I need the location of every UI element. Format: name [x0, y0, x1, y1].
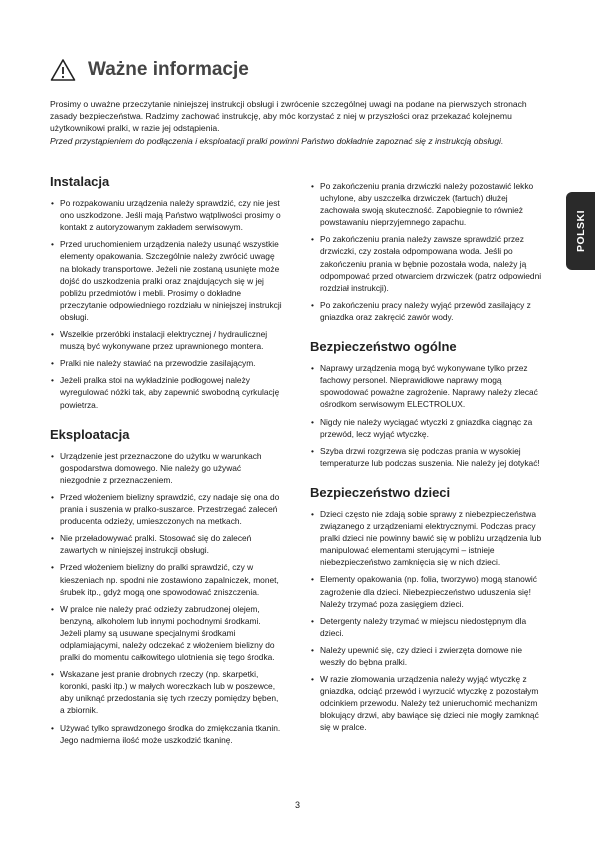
language-tab: [566, 192, 595, 270]
list-item: • Przed włożeniem bielizny do pralki sprawdzić, czy w kieszeniach np. spodni nie zostawiono zapalniczek, monet, śrubek itp., gdyż mogą one spowodować zniszczenia.: [50, 561, 283, 597]
language-tab-label: POLSKI: [574, 209, 587, 253]
list-item: • Pralki nie należy stawiać na przewodzie zasilającym.: [50, 357, 283, 369]
section-heading-bezpieczenstwo-dzieci: Bezpieczeństwo dzieci: [310, 484, 451, 500]
list-item: • Po zakończeniu prania drzwiczki należy pozostawić lekko uchylone, aby uszczelka drzwiczek (fartuch) dłużej zachowała swoją skuteczność. Zapobiegnie to również powstawaniu nieprzyjemnego zapachu.: [310, 180, 543, 228]
page-title: Ważne informacje: [88, 59, 249, 80]
list-item: • Przed włożeniem bielizny sprawdzić, czy nadaje się ona do prania i suszenia w pralko-suszarce. Przestrzegać zaleceń producenta odzieży, umieszczonych na metkach.: [50, 491, 283, 527]
list-item: • Po zakończeniu prania należy zawsze sprawdzić przez drzwiczki, czy została odpompowana woda. Jeśli po zakończeniu prania w bębnie pozostała woda, należy ją odpompować przed otwarciem drzwiczek (patrz odpowiedni rozdział instrukcji).: [310, 233, 543, 293]
list-item: • Używać tylko sprawdzonego środka do zmiękczania tkanin. Jego nadmierna ilość może uszkodzić tkaninę.: [50, 722, 283, 746]
intro-section: [50, 98, 532, 147]
list-item: • Nigdy nie należy wyciągać wtyczki z gniazdka ciągnąc za przewód, lecz wyjąć wtyczkę.: [310, 416, 543, 440]
page-number: 3: [294, 800, 300, 810]
list-item: • Jeżeli pralka stoi na wykładzinie podłogowej należy wyregulować nóżki tak, aby zapewnić swobodną cyrkulację powietrza.: [50, 374, 283, 410]
list-eksploatacja: [50, 450, 283, 746]
page-header: [50, 58, 249, 82]
list-item: • W razie złomowania urządzenia należy wyjąć wtyczkę z gniazdka, odciąć przewód i wyrzucić wtyczkę z pozostałym odcinkiem przewodu. Należy też unieruchomić mechanizm blokujący drzwi, aby bawiące się dzieci nie mogły zamknąć się w pralce.: [310, 673, 543, 733]
list-item: • Przed uruchomieniem urządzenia należy usunąć wszystkie elementy opakowania. Szczególnie należy zwrócić uwagę na blokady transportowe. Jeżeli nie zostaną usunięte może dojść do uszkodzenia pralki oraz znajdujących się w jej pobliżu przedmiotów i mebli. Prosimy o dokładne przeczytanie odpowiedniego rozdziału w niniejszej instrukcji obsługi.: [50, 238, 283, 323]
list-bezpieczenstwo-dzieci: [310, 508, 543, 734]
warning-icon: [50, 58, 76, 82]
list-item: • Po rozpakowaniu urządzenia należy sprawdzić, czy nie jest ono uszkodzone. Jeśli mają Państwo wątpliwości prosimy o kontakt z autoryzowanym zakładem serwisowym.: [50, 197, 283, 233]
list-item: • W pralce nie należy prać odzieży zabrudzonej olejem, benzyną, alkoholem lub innymi pochodnymi środkami. Jeżeli plamy są usuwane specjalnymi środkami odplamiającymi, należy odczekać z włożeniem bielizny do pralki do momentu całkowitego ulotnienia się tego środka.: [50, 603, 283, 663]
list-item: • Należy upewnić się, czy dzieci i zwierzęta domowe nie weszły do bębna pralki.: [310, 644, 543, 668]
list-eksploatacja-continued: [310, 180, 543, 323]
list-item: • Urządzenie jest przeznaczone do użytku w warunkach gospodarstwa domowego. Nie należy go używać niezgodnie z przeznaczeniem.: [50, 450, 283, 486]
intro-paragraph: Prosimy o uważne przeczytanie niniejszej instrukcji obsługi i zwrócenie szczególnej uwagi na podane na pierwszych stronach zasady bezpieczeństwa. Radzimy zachować instrukcję, aby móc korzystać z niej w przyszłości oraz przekazać kolejnemu użytkownikowi pralki, w razie jej odstąpienia.: [50, 99, 527, 134]
list-instalacja: [50, 197, 283, 411]
list-item: • Naprawy urządzenia mogą być wykonywane tylko przez fachowy personel. Nieprawidłowe naprawy mogą spowodować poważne zagrożenie. Naprawy należy zlecać ośrodkom serwisowym ELECTROLUX.: [310, 362, 543, 410]
right-column: [310, 180, 543, 752]
list-item: • Nie przeładowywać pralki. Stosować się do zaleceń zawartych w niniejszej instrukcji obsługi.: [50, 532, 283, 556]
list-item: • Po zakończeniu pracy należy wyjąć przewód zasilający z gniazdka oraz zakręcić zawór wody.: [310, 299, 543, 323]
list-item: • Detergenty należy trzymać w miejscu niedostępnym dla dzieci.: [310, 615, 543, 639]
list-item: • Dzieci często nie zdają sobie sprawy z niebezpieczeństwa związanego z urządzeniami elektrycznymi. Podczas pracy pralki dzieci nie powinny bawić się w pobliżu urządzenia lub manipulować elementami sterującymi – istnieje niebezpieczeństwo zamknięcia się w nich dzieci.: [310, 508, 543, 568]
section-heading-eksploatacja: Eksploatacja: [50, 426, 130, 442]
list-item: • Szyba drzwi rozgrzewa się podczas prania w wysokiej temperaturze lub podczas suszenia. Nie należy jej dotykać!: [310, 445, 543, 469]
list-item: • Elementy opakowania (np. folia, tworzywo) mogą stanowić zagrożenie dla dzieci. Niebezpieczeństwo uduszenia się! Należy trzymać poza zasięgiem dzieci.: [310, 573, 543, 609]
section-heading-instalacja: Instalacja: [50, 174, 110, 189]
intro-italic-note: Przed przystąpieniem do podłączenia i eksploatacji pralki powinni Państwo dokładnie zapoznać się z instrukcją obsługi.: [50, 135, 504, 146]
section-heading-bezpieczenstwo-ogolne: Bezpieczeństwo ogólne: [310, 339, 457, 355]
list-item: • Wskazane jest pranie drobnych rzeczy (np. skarpetki, koronki, paski itp.) w małych woreczkach lub w poszewce, aby uniknąć przedostania się tych rzeczy pomiędzy bęben, a zbiornik.: [50, 668, 283, 716]
left-column: [50, 176, 283, 764]
list-item: • Wszelkie przeróbki instalacji elektrycznej / hydraulicznej muszą być wykonywane przez uprawnionego montera.: [50, 328, 283, 352]
list-bezpieczenstwo-ogolne: [310, 362, 543, 469]
